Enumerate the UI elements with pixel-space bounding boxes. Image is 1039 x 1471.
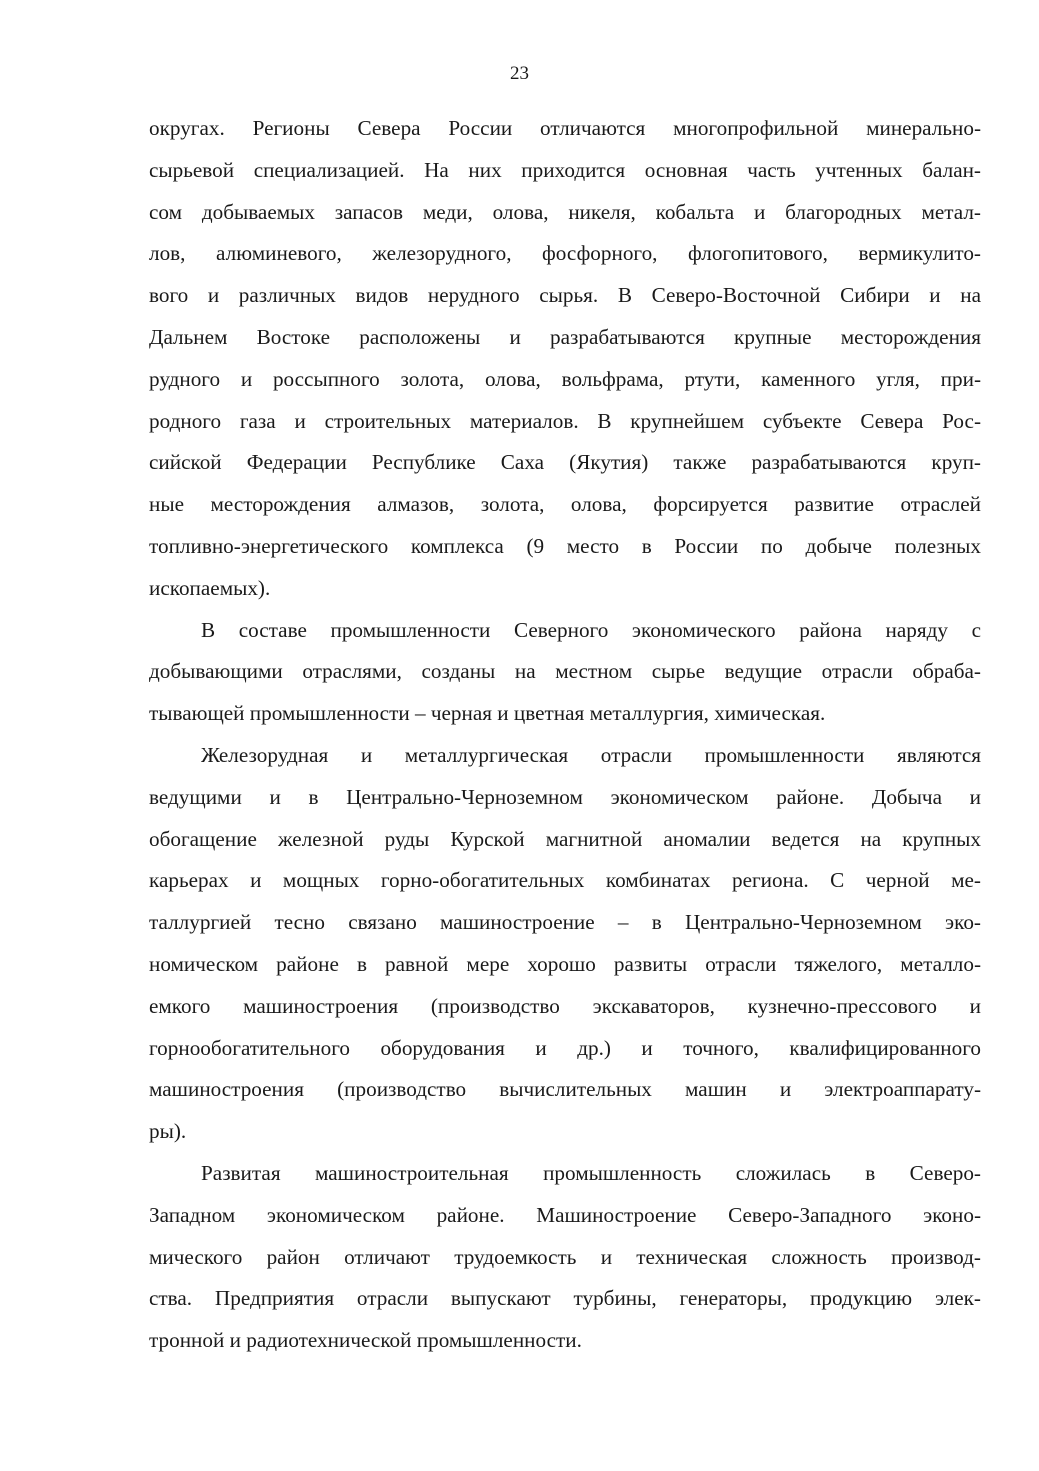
- text-line: сом добываемых запасов меди, олова, никеля, кобальта и благородных метал-: [149, 199, 981, 224]
- paragraph: [149, 735, 981, 1153]
- text-line: емкого машиностроения (производство экскаваторов, кузнечно-прессового и: [149, 993, 981, 1018]
- text-line: Дальнем Востоке расположены и разрабатываются крупные месторождения: [149, 324, 981, 349]
- text-line: тывающей промышленности – черная и цветная металлургия, химическая.: [149, 701, 826, 726]
- paragraph: [149, 108, 981, 610]
- text-line: ры).: [149, 1119, 187, 1144]
- text-line: ископаемых).: [149, 575, 271, 600]
- text-line: сырьевой специализацией. На них приходится основная часть учтенных балан-: [149, 157, 981, 182]
- text-line: вого и различных видов нерудного сырья. В Северо-Восточной Сибири и на: [149, 283, 981, 308]
- page-number: 23: [510, 63, 529, 84]
- text-line: ства. Предприятия отрасли выпускают турбины, генераторы, продукцию элек-: [149, 1286, 981, 1311]
- text-line: горнообогатительного оборудования и др.) и точного, квалифицированного: [149, 1035, 981, 1060]
- text-line: Железорудная и металлургическая отрасли промышленности являются: [201, 742, 981, 767]
- text-line: лов, алюминевого, железорудного, фосфорного, флогопитового, вермикулито-: [149, 241, 981, 266]
- text-line: тронной и радиотехнической промышленности.: [149, 1328, 582, 1353]
- text-line: Западном экономическом районе. Машиностроение Северо-Западного эконо-: [149, 1202, 981, 1227]
- text-line: обогащение железной руды Курской магнитной аномалии ведется на крупных: [149, 826, 981, 851]
- paragraph: [149, 1153, 981, 1362]
- paragraph: [149, 610, 981, 735]
- text-line: карьерах и мощных горно-обогатительных комбинатах региона. С черной ме-: [149, 868, 981, 893]
- text-line: рудного и россыпного золота, олова, вольфрама, ртути, каменного угля, при-: [149, 366, 981, 391]
- text-line: Развитая машиностроительная промышленность сложилась в Северо-: [201, 1160, 981, 1185]
- text-line: родного газа и строительных материалов. В крупнейшем субъекте Севера Рос-: [149, 408, 981, 433]
- text-line: таллургией тесно связано машиностроение – в Центрально-Черноземном эко-: [149, 910, 981, 935]
- text-line: мического район отличают трудоемкость и техническая сложность производ-: [149, 1244, 981, 1269]
- text-line: машиностроения (производство вычислительных машин и электроаппарату-: [149, 1077, 981, 1102]
- text-line: топливно-энергетического комплекса (9 место в России по добыче полезных: [149, 533, 981, 558]
- text-line: сийской Федерации Республике Саха (Якутия) также разрабатываются круп-: [149, 450, 981, 475]
- text-line: ные месторождения алмазов, золота, олова, форсируется развитие отраслей: [149, 492, 981, 517]
- text-line: номическом районе в равной мере хорошо развиты отрасли тяжелого, металло-: [149, 951, 981, 976]
- text-line: округах. Регионы Севера России отличаются многопрофильной минерально-: [149, 116, 981, 140]
- document-body: [149, 108, 981, 1362]
- text-line: добывающими отраслями, созданы на местном сырье ведущие отрасли обраба-: [149, 659, 981, 684]
- text-line: В составе промышленности Северного экономического района наряду с: [201, 617, 981, 642]
- text-line: ведущими и в Центрально-Черноземном экономическом районе. Добыча и: [149, 784, 981, 809]
